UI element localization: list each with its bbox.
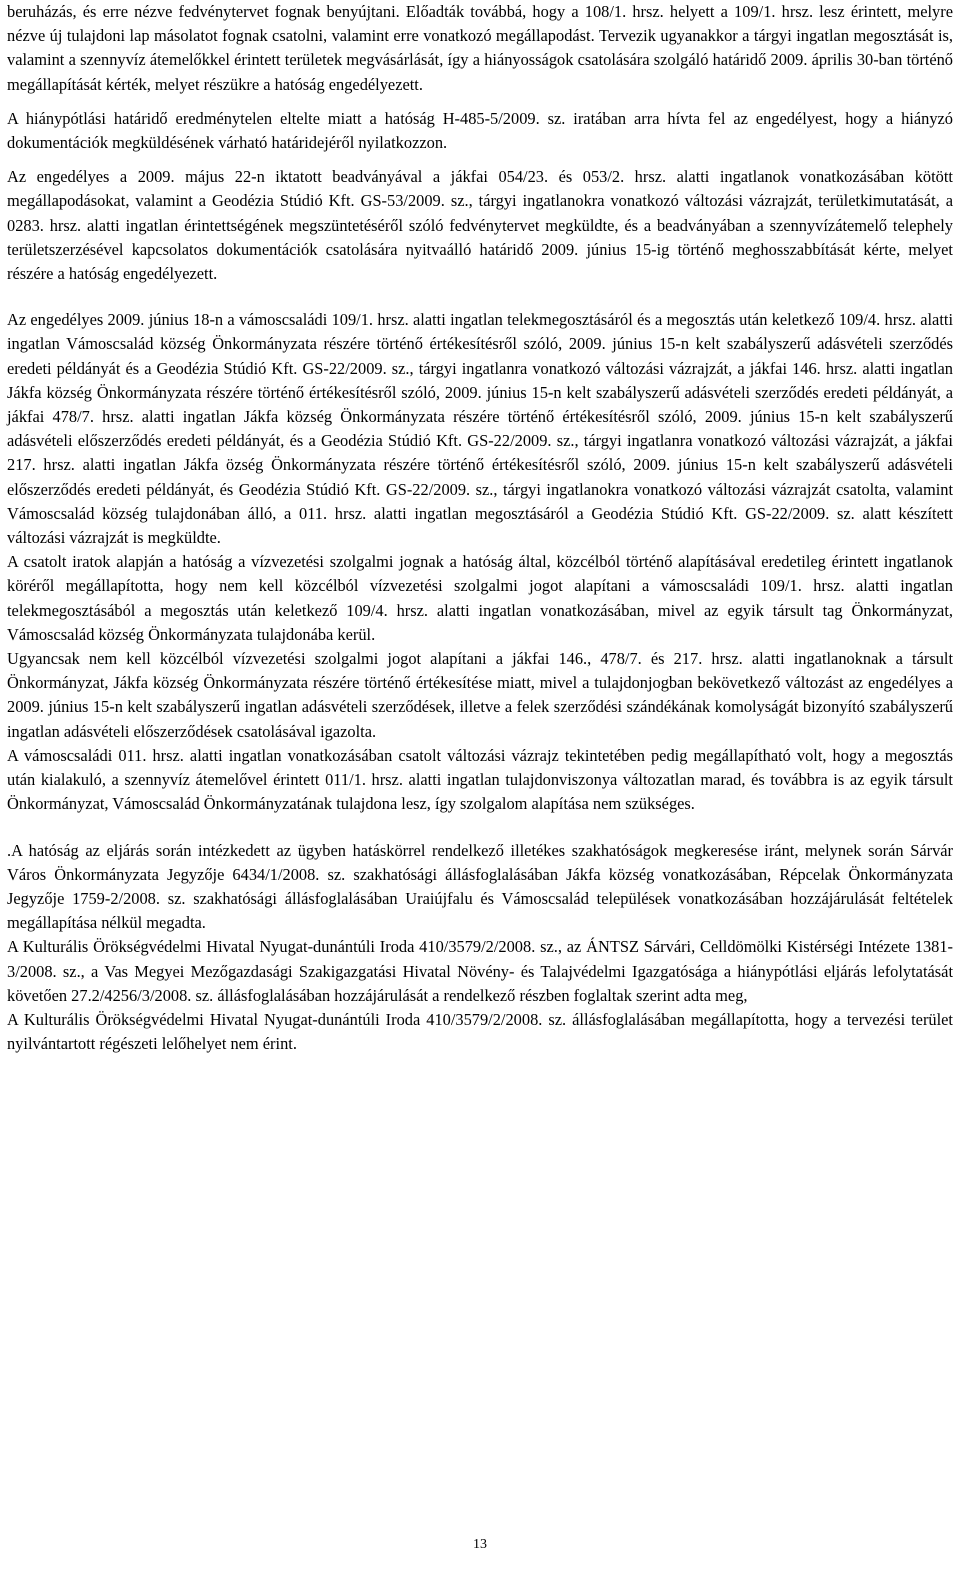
paragraph-7: A vámoscsaládi 011. hrsz. alatti ingatlan vonatkozásában csatolt változási vázrajz tekintetében pedig megállapítható volt, hogy a megosztás után kialakuló, a szennyvíz átemelővel érintett 011/1. hrsz. alatti ingatlan tulajdonviszonya változatlan marad, és továbbra is az egyik társult Önkormányzat, Vámoscsalád Önkormányzatának tulajdona lesz, így szolgalom alapítása nem szükséges. [7,745,953,814]
paragraph-3: Az engedélyes a 2009. május 22-n iktatott beadványával a jákfai 054/23. és 053/2. hrsz. alatti ingatlanok vonatkozásában kötött megállapodásokat, valamint a Geodézia Stúdió Kft. GS-53/2009. sz., tárgyi ingatlanokra vonatkozó változási vázrajzát, területkimutatását, a 0283. hrsz. alatti ingatlan érintettségének megszüntetéséről szóló fedvénytervet megküldte, és a beadványában a szennyvízátemelő telephely területszerzésével kapcsolatos dokumentációk csatolására nyitvaálló határidő 2009. június 15-ig történő meghosszabbítását kérte, melyet részére a hatóság engedélyezett. [7,167,953,284]
paragraph-9: A Kulturális Örökségvédelmi Hivatal Nyugat-dunántúli Iroda 410/3579/2/2008. sz., az ÁNTSZ Sárvári, Celldömölki Kistérségi Intézete 1381-3/2008. sz., a Vas Megyei Mezőgazdasági Szakigazgatási Hivatal Növény- és Talajvédelmi Igazgatósága a hiánypótlási eljárás lefolytatását követően 27.2/4256/3/2008. sz. állásfoglalásában hozzájárulását a rendelkező részben foglaltak szerint adta meg, [7,937,953,1005]
paragraph-1: beruházás, és erre nézve fedvénytervet fognak benyújtani. Előadták továbbá, hogy a 108/1. hrsz. helyett a 109/1. hrsz. lesz érintett, melyre nézve új tulajdoni lap másolatot fognak csatolni, valamint erre vonatkozó megállapodást. Tervezik ugyanakkor a tárgyi ingatlan megosztását is, valamint a szennyvíz átemelőkkel érintett területek megvásárlását, így a hiányosságok csatolására szolgáló határidő 2009. április 30-ban történő megállapítását kérték, melyet részükre a hatóság engedélyezett. [7,2,953,94]
paragraph-8: .A hatóság az eljárás során intézkedett az ügyben hatáskörrel rendelkező illetékes szakhatóságok megkeresése iránt, melynek során Sárvár Város Önkormányzata Jegyzője 6434/1/2008. sz. szakhatósági állásfoglalásában Jákfa község vonatkozásában, Répcelak Önkormányzata Jegyzője 1759-2/2008. sz. szakhatósági állásfoglalásában Uraiújfalu és Vámoscsalád települések vonatkozásában hozzájárulását feltételek megállapítása nélkül megadta. [7,840,953,933]
paragraph-4: Az engedélyes 2009. június 18-n a vámoscsaládi 109/1. hrsz. alatti ingatlan telekmegosztásáról és a megosztás után keletkező 109/4. hrsz. alatti ingatlan Vámoscsalád község Önkormányzata részére történő értékesítésről szóló, 2009. június 15-n kelt szabályszerű adásvételi szerződés eredeti példányát és a Geodézia Stúdió Kft. GS-22/2009. sz., tárgyi ingatlanra vonatkozó változási vázrajzát, a jákfai 146. hrsz. alatti ingatlan Jákfa község Önkormányzata részére történő értékesítésről szóló, 2009. június 15-n kelt szabályszerű adásvételi szerződés eredeti példányát, a jákfai 478/7. hrsz. alatti ingatlan Jákfa község Önkormányzata részére történő értékesítésről szóló, 2009. június 15-n kelt szabályszerű adásvételi előszerződés eredeti példányát, és a Geodézia Stúdió Kft. GS-22/2009. sz., tárgyi ingatlanra vonatkozó változási vázrajzát, a jákfai 217. hrsz. alatti ingatlan Jákfa özség Önkormányzata részére történő értékesítésről szóló, 2009. június 15-n kelt szabályszerű adásvételi előszerződés eredeti példányát, és Geodézia Stúdió Kft. GS-22/2009. sz., tárgyi ingatlanokra vonatkozó változási vázrajzát csatolta, valamint Vámoscsalád község tulajdonában álló, a 011. hrsz. alatti ingatlan megosztásáról a Geodézia Stúdió Kft. GS-22/2009. sz. alatt készített változási vázrajzát is megküldte. [7,310,953,548]
page-number: 13 [473,1537,487,1552]
paragraph-5: A csatolt iratok alapján a hatóság a vízvezetési szolgalmi jognak a hatóság által, közcélból történő alapításával eredetileg érintett ingatlanok köréről megállapította, hogy nem kell közcélból vízvezetési szolgalmi jogot alapítani a vámoscsaládi 109/1. hrsz. alatti ingatlan telekmegosztásából a megosztás után keletkező 109/4. hrsz. alatti ingatlan vonatkozásában, mivel az egyik társult tag Önkormányzat, Vámoscsalád község Önkormányzata tulajdonába kerül. [7,552,953,644]
paragraph-10: A Kulturális Örökségvédelmi Hivatal Nyugat-dunántúli Iroda 410/3579/2/2008. sz. állásfoglalásában megállapította, hogy a tervezési terület nyilvántartott régészeti lelőhelyet nem érint. [7,1009,953,1054]
paragraph-6: Ugyancsak nem kell közcélból vízvezetési szolgalmi jogot alapítani a jákfai 146., 478/7. és 217. hrsz. alatti ingatlanoknak a társult Önkormányzat, Jákfa község Önkormányzata részére történő értékesítése miatt, mivel a tulajdonjogban bekövetkező változást az engedélyes a 2009. június 15-n kelt szabályszerű ingatlan adásvételi szerződések, illetve a felek szerződési szándékának komolyságát bizonyító szabályszerű ingatlan adásvételi előszerződések csatolásával igazolta. [7,649,953,741]
paragraph-2: A hiánypótlási határidő eredménytelen eltelte miatt a hatóság H-485-5/2009. sz. iratában arra hívta fel az engedélyest, hogy a hiányzó dokumentációk megküldésének várható határidejéről nyilatkozzon. [7,108,953,153]
document-body [7,0,953,1056]
